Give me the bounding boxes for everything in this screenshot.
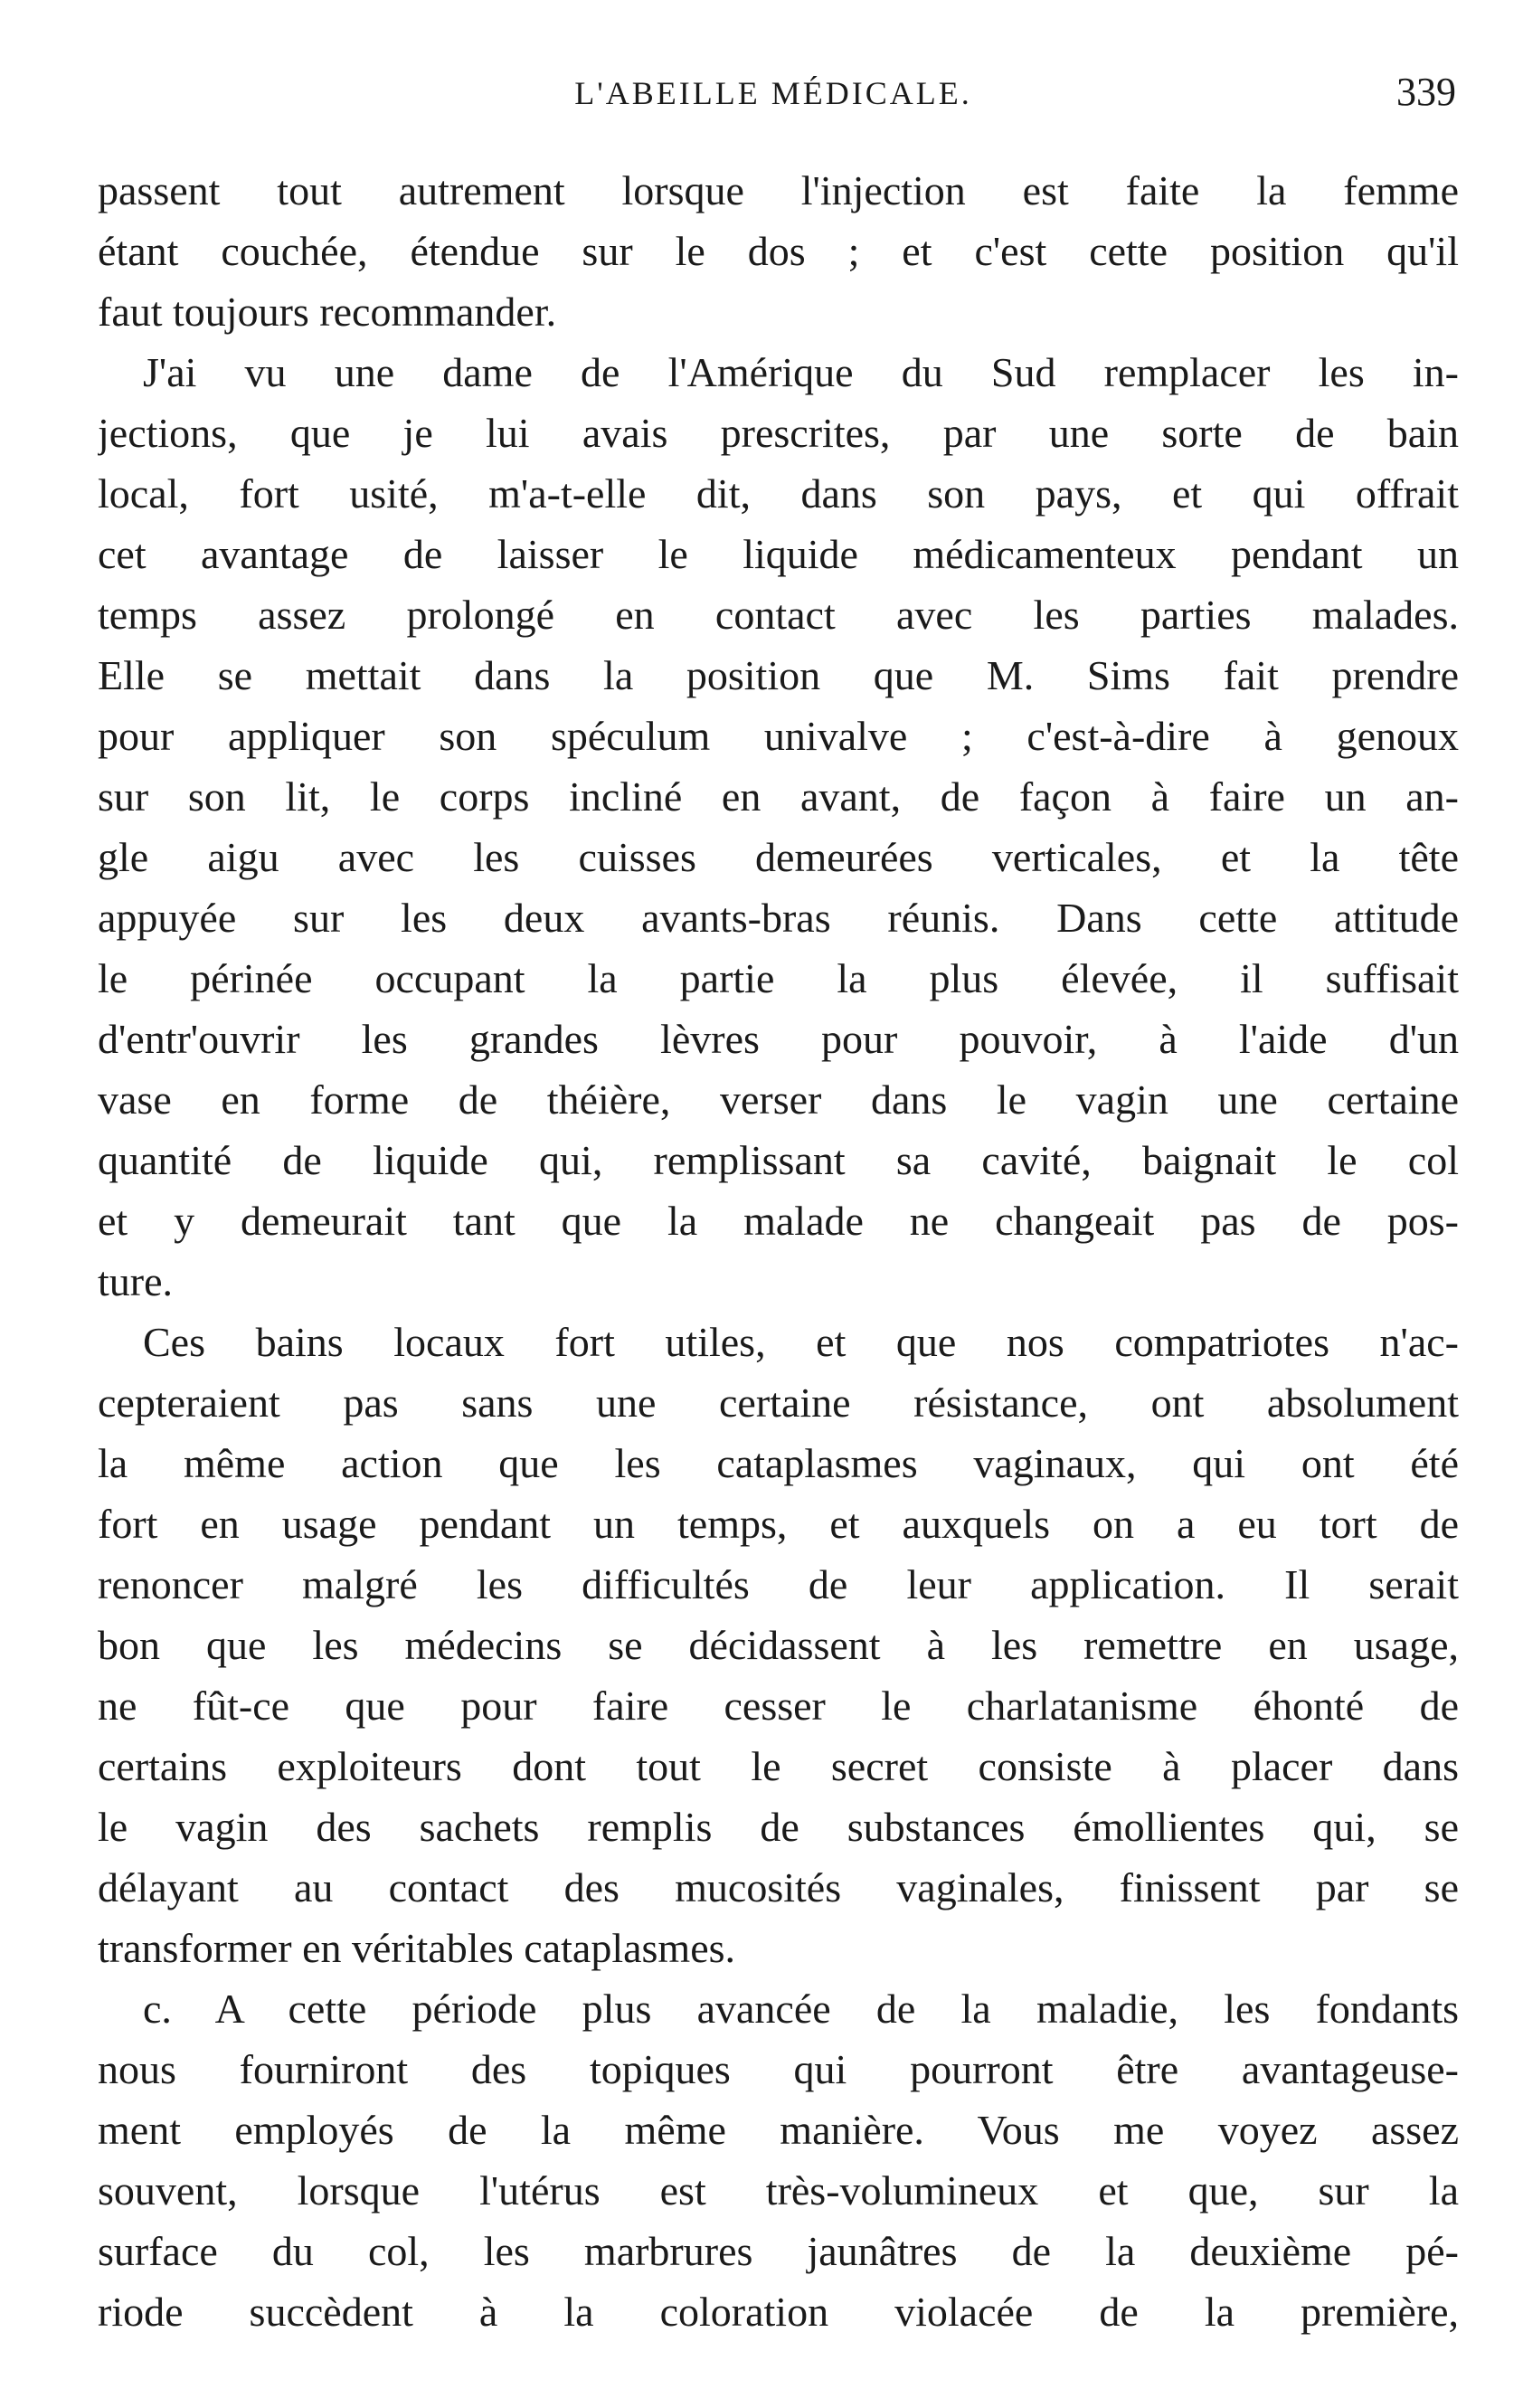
text-line: J'ai vu une dame de l'Amérique du Sud remplacer les in- — [143, 349, 1459, 395]
text-line: gle aigu avec les cuisses demeurées verticales, et la tête — [98, 834, 1459, 880]
text-line: ne fût-ce que pour faire cesser le charlatanisme éhonté de — [98, 1683, 1459, 1729]
text-line: sur son lit, le corps incliné en avant, de façon à faire un an- — [98, 773, 1459, 820]
text-line: riode succèdent à la coloration violacée de la première, — [98, 2289, 1459, 2335]
text-line: temps assez prolongé en contact avec les parties malades. — [98, 592, 1459, 638]
text-line: local, fort usité, m'a-t-elle dit, dans son pays, et qui offrait — [98, 470, 1459, 517]
text-line: Ces bains locaux fort utiles, et que nos compatriotes n'ac- — [143, 1319, 1459, 1365]
text-line: transformer en véritables cataplasmes. — [98, 1925, 736, 1971]
text-line: la même action que les cataplasmes vaginaux, qui ont été — [98, 1440, 1459, 1486]
text-line: pour appliquer son spéculum univalve ; c'est-à-dire à genoux — [98, 713, 1459, 759]
text-line: jections, que je lui avais prescrites, par une sorte de bain — [98, 410, 1459, 456]
text-line: Elle se mettait dans la position que M. Sims fait prendre — [98, 652, 1459, 698]
page-header — [90, 63, 1456, 136]
text-line: renoncer malgré les difficultés de leur application. Il serait — [98, 1561, 1459, 1607]
page-number: 339 — [1396, 70, 1456, 114]
text-line: surface du col, les marbrures jaunâtres de la deuxième pé- — [98, 2228, 1459, 2274]
text-line: cepteraient pas sans une certaine résistance, ont absolument — [98, 1379, 1459, 1426]
text-line: c. A cette période plus avancée de la maladie, les fondants — [143, 1986, 1459, 2032]
text-line: fort en usage pendant un temps, et auxquels on a eu tort de — [98, 1501, 1459, 1547]
body-text — [98, 160, 1459, 2342]
text-line: faut toujours recommander. — [98, 289, 557, 335]
text-line: souvent, lorsque l'utérus est très-volumineux et que, sur la — [98, 2167, 1459, 2214]
text-line: étant couchée, étendue sur le dos ; et c'est cette position qu'il — [98, 228, 1459, 274]
text-line: quantité de liquide qui, remplissant sa cavité, baignait le col — [98, 1137, 1459, 1183]
text-line: passent tout autrement lorsque l'injection est faite la femme — [98, 167, 1459, 213]
text-line: cet avantage de laisser le liquide médicamenteux pendant un — [98, 531, 1459, 577]
text-line: ture. — [98, 1258, 174, 1304]
text-line: nous fourniront des topiques qui pourront être avantageuse- — [98, 2046, 1459, 2092]
text-line: le vagin des sachets remplis de substances émollientes qui, se — [98, 1804, 1459, 1850]
text-line: et y demeurait tant que la malade ne changeait pas de pos- — [98, 1198, 1459, 1244]
text-line: délayant au contact des mucosités vaginales, finissent par se — [98, 1864, 1459, 1910]
running-title: L'ABEILLE MÉDICALE. — [574, 75, 972, 111]
text-line: certains exploiteurs dont tout le secret consiste à placer dans — [98, 1743, 1459, 1789]
text-line: d'entr'ouvrir les grandes lèvres pour pouvoir, à l'aide d'un — [98, 1016, 1459, 1062]
text-line: appuyée sur les deux avants-bras réunis. Dans cette attitude — [98, 895, 1459, 941]
text-line: bon que les médecins se décidassent à les remettre en usage, — [98, 1622, 1459, 1668]
text-line: vase en forme de théière, verser dans le vagin une certaine — [98, 1076, 1459, 1123]
text-line: le périnée occupant la partie la plus élevée, il suffisait — [98, 955, 1459, 1001]
text-line: ment employés de la même manière. Vous me voyez assez — [98, 2107, 1459, 2153]
